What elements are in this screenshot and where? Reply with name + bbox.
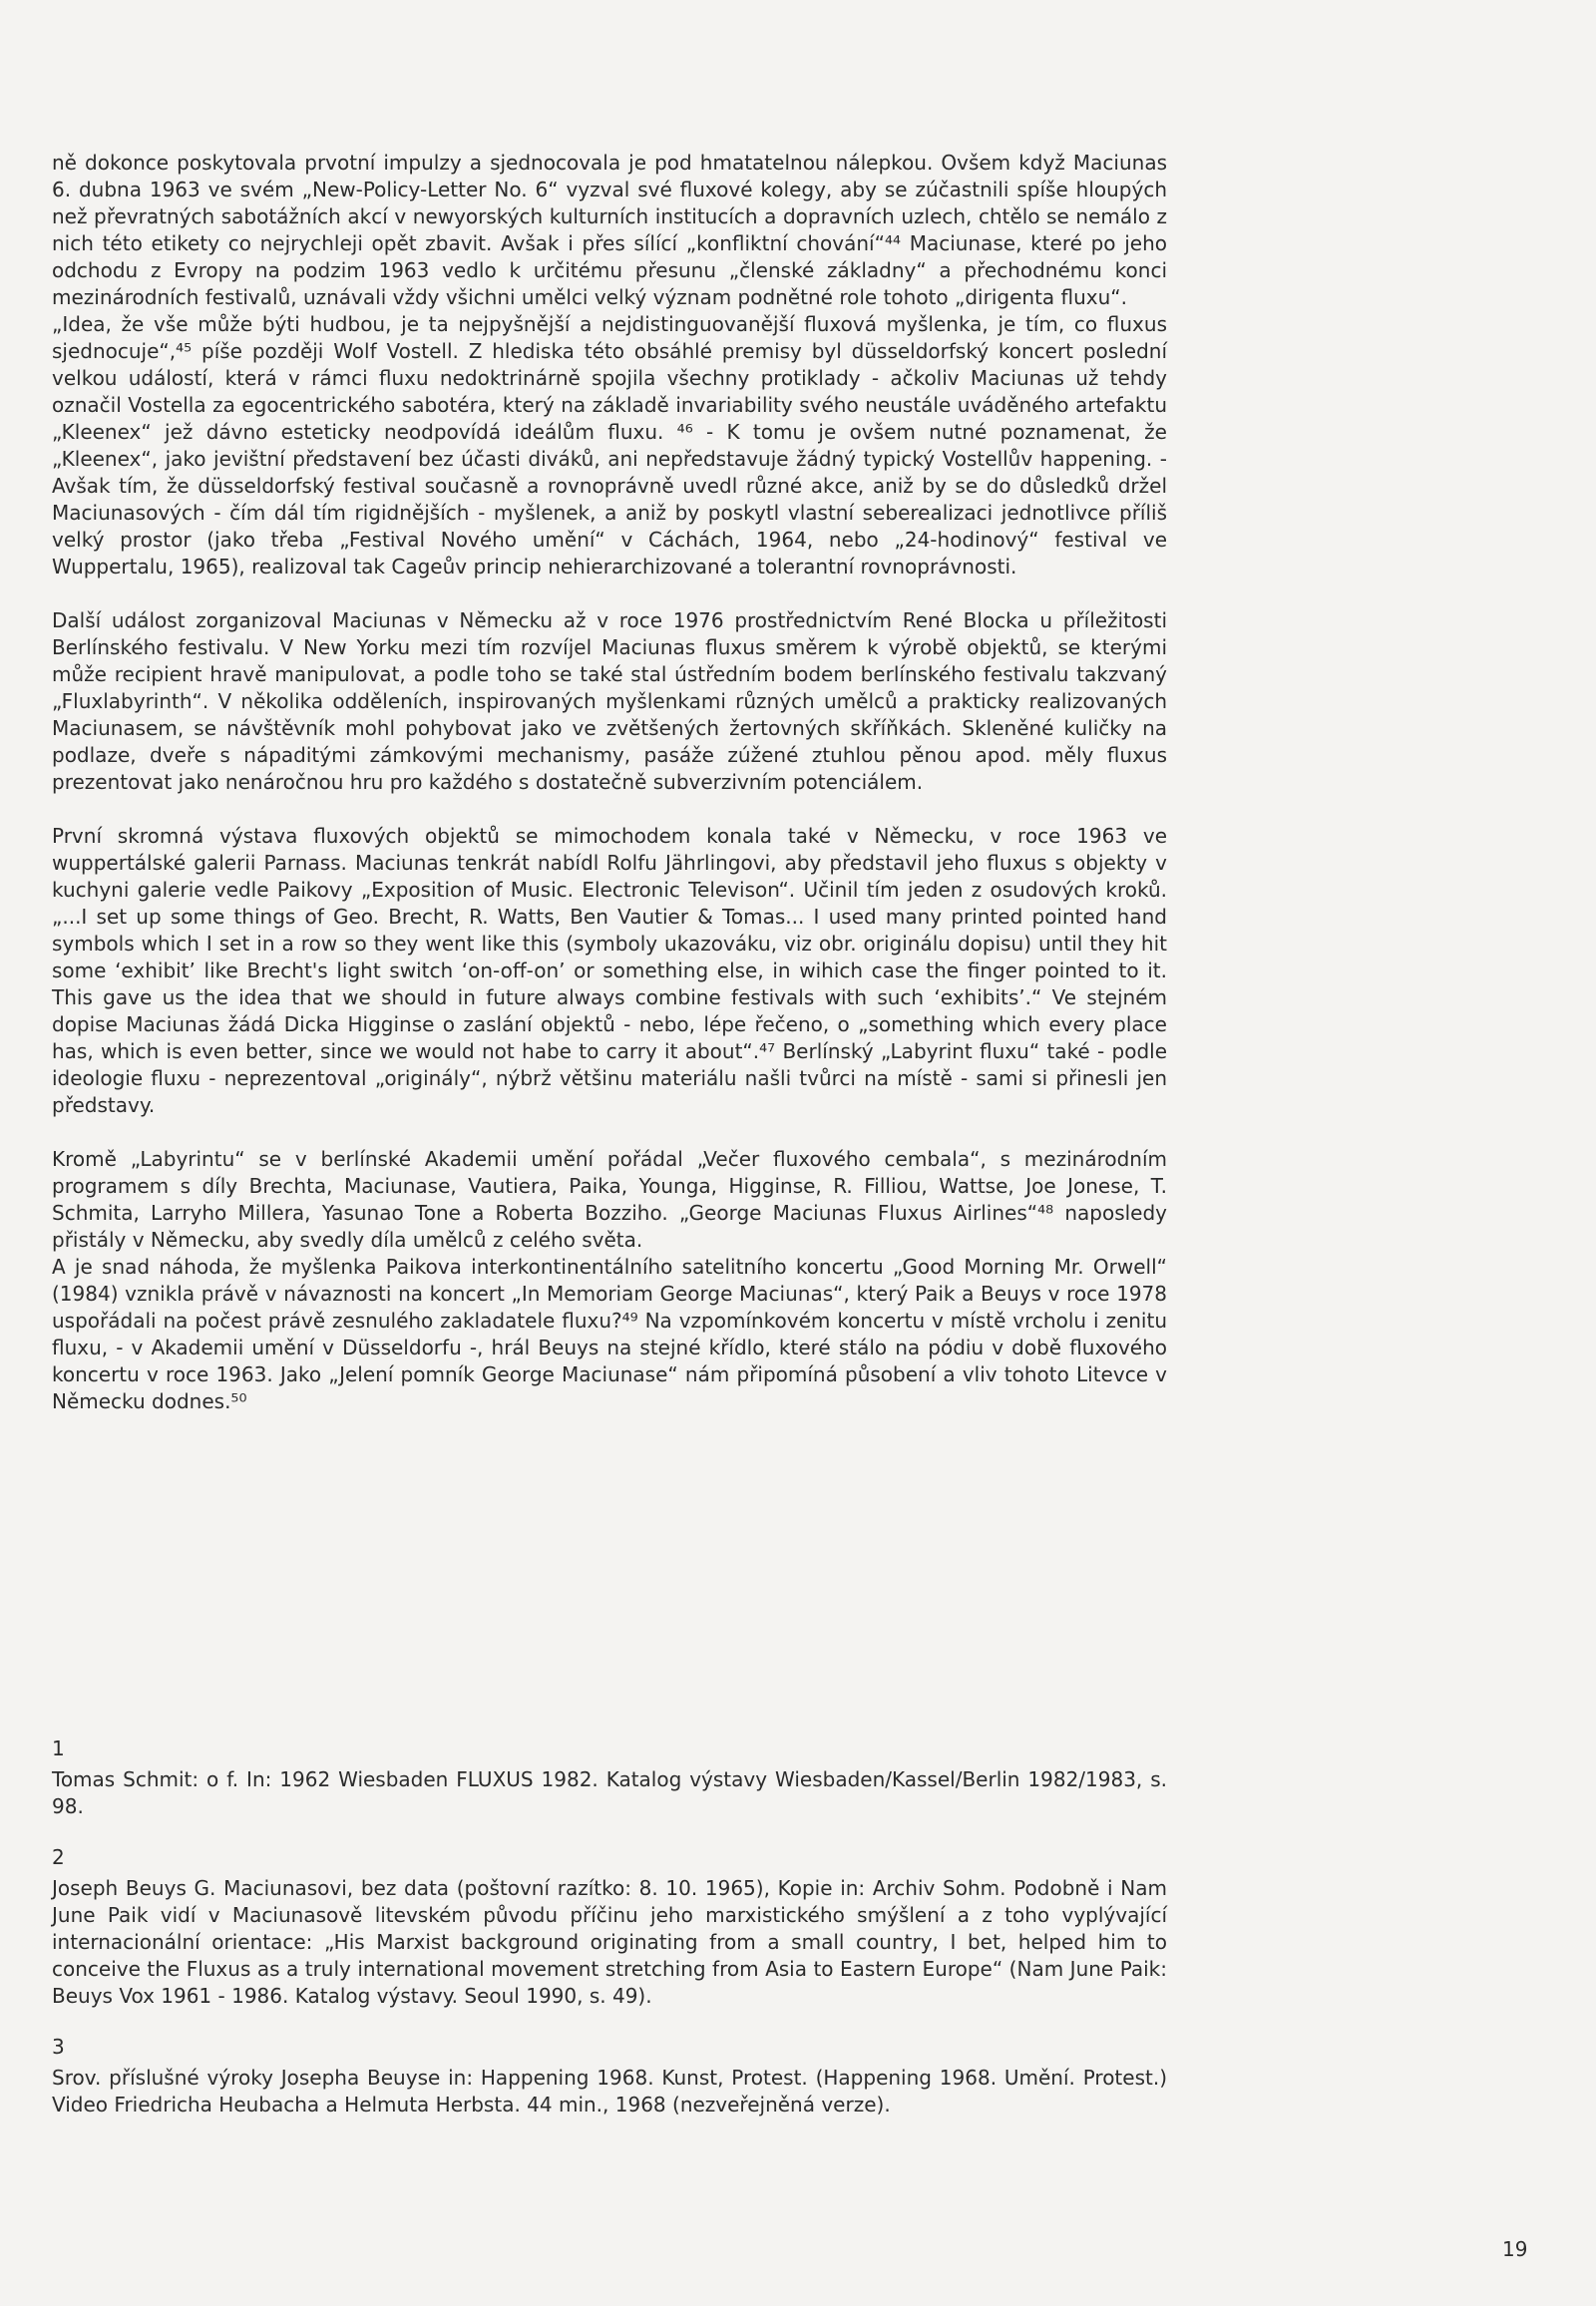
page-number: 19 xyxy=(1502,2237,1528,2261)
footnote-number: 2 xyxy=(52,1845,65,1869)
footnote-number: 1 xyxy=(52,1736,65,1760)
footnote-text: Srov. příslušné výroky Josepha Beuyse in: Happening 1968. Kunst, Protest. (Happening 1968. Umění. Protest.) Video Friedricha Heubacha a Helmuta Herbsta. 44 min., 1968 (nezveřejněná verze). xyxy=(52,2066,1167,2116)
footnote-text: Tomas Schmit: o f. In: 1962 Wiesbaden FLUXUS 1982. Katalog výstavy Wiesbaden/Kassel/Berlin 1982/1983, s. 98. xyxy=(52,1767,1167,1818)
paragraph: ně dokonce poskytovala prvotní impulzy a sjednocovala je pod hmatatelnou nálepkou. Ovšem když Maciunas 6. dubna 1963 ve svém „New-Policy-Letter No. 6“ vyzval své fluxové kolegy, aby se zúčastnili spíše hloupých než převratných sabotážních akcí v newyorských kulturních institucích a dopravních uzlech, chtělo se nemálo z nich této etikety co nejrychleji opět zbavit. Avšak i přes sílící „konfliktní chování“⁴⁴ Maciunase, které po jeho odchodu z Evropy na podzim 1963 vedlo k určitému přesunu „členské základny“ a přechodnému konci mezinárodních festivalů, uznávali vždy všichni umělci velký význam podnětné role tohoto „dirigenta fluxu“. xyxy=(52,151,1167,309)
footnote-text: Joseph Beuys G. Maciunasovi, bez data (poštovní razítko: 8. 10. 1965), Kopie in: Archiv Sohm. Podobně i Nam June Paik vidí v Maciunasově litevském původu příčinu jeho marxistického smýšlení a z toho vyplývající internacionální orientace: „His Marxist background originating from a small country, I bet, helped him to conceive the Fluxus as a truly international movement stretching from Asia to Eastern Europe“ (Nam June Paik: Beuys Vox 1961 - 1986. Katalog výstavy. Seoul 1990, s. 49). xyxy=(52,1876,1167,2008)
footnote xyxy=(52,1735,1167,1820)
paragraph: Další událost zorganizoval Maciunas v Německu až v roce 1976 prostřednictvím René Blocka u příležitosti Berlínského festivalu. V New Yorku mezi tím rozvíjel Maciunas fluxus směrem k výrobě objektů, se kterými může recipient hravě manipulovat, a podle toho se také stal ústředním bodem berlínského festivalu takzvaný „Fluxlabyrinth“. V několika odděleních, inspirovaných myšlenkami různých umělců a prakticky realizovaných Maciunasem, se návštěvník mohl pohybovat jako ve zvětšených žertovných skříňkách. Skleněné kuličky na podlaze, dveře s nápaditými zámkovými mechanismy, pasáže zúžené ztuhlou pěnou apod. měly fluxus prezentovat jako nenáročnou hru pro každého s dostatečně subverzivním potenciálem. xyxy=(52,608,1167,794)
body-text xyxy=(52,150,1167,1415)
paragraph: Kromě „Labyrintu“ se v berlínské Akademii umění pořádal „Večer fluxového cembala“, s mezinárodním programem s díly Brechta, Maciunase, Vautiera, Paika, Younga, Higginse, R. Filliou, Wattse, Joe Jonese, T. Schmita, Larryho Millera, Yasunao Tone a Roberta Bozziho. „George Maciunas Fluxus Airlines“⁴⁸ naposledy přistály v Německu, aby svedly díla umělců z celého světa. xyxy=(52,1147,1167,1252)
footnote xyxy=(52,1844,1167,2010)
footnotes xyxy=(52,1735,1167,2142)
paragraph: První skromná výstava fluxových objektů se mimochodem konala také v Německu, v roce 1963 ve wuppertálské galerii Parnass. Maciunas tenkrát nabídl Rolfu Jährlingovi, aby představil jeho fluxus s objekty v kuchyni galerie vedle Paikovy „Exposition of Music. Electronic Televison“. Učinil tím jeden z osudových kroků. „...I set up some things of Geo. Brecht, R. Watts, Ben Vautier & Tomas... I used many printed pointed hand symbols which I set in a row so they went like this (symboly ukazováku, viz obr. originálu dopisu) until they hit some ‘exhibit’ like Brecht's light switch ‘on-off-on’ or something else, in wihich case the finger pointed to it. This gave us the idea that we should in future always combine festivals with such ‘exhibits’.“ Ve stejném dopise Maciunas žádá Dicka Higginse o zaslání objektů - nebo, lépe řečeno, o „something which every place has, which is even better, since we would not habe to carry it about“.⁴⁷ Berlínský „Labyrint fluxu“ také - podle ideologie fluxu - neprezentoval „originály“, nýbrž většinu materiálu našli tvůrci na místě - sami si přinesli jen představy. xyxy=(52,824,1167,1117)
paragraph: „Idea, že vše může býti hudbou, je ta nejpyšnější a nejdistinguovanější fluxová myšlenka, je tím, co fluxus sjednocuje“,⁴⁵ píše později Wolf Vostell. Z hlediska této obsáhlé premisy byl düsseldorfský koncert poslední velkou událostí, která v rámci fluxu nedoktrinárně spojila všechny protiklady - ačkoliv Maciunas už tehdy označil Vostella za egocentrického sabotéra, který na základě invariability svého neustále uváděného artefaktu „Kleenex“ jež dávno esteticky neodpovídá ideálům fluxu. ⁴⁶ - K tomu je ovšem nutné poznamenat, že „Kleenex“, jako jevištní představení bez účasti diváků, ani nepředstavuje žádný typický Vostellův happening. - Avšak tím, že düsseldorfský festival současně a rovnoprávně uvedl různé akce, aniž by se do důsledků držel Maciunasových - čím dál tím rigidnějších - myšlenek, a aniž by poskytl vlastní seberealizaci jednotlivce příliš velký prostor (jako třeba „Festival Nového umění“ v Cáchách, 1964, nebo „24-hodinový“ festival ve Wuppertalu, 1965), realizoval tak Cageův princip nehierarchizované a tolerantní rovnoprávnosti. xyxy=(52,312,1167,578)
footnote-number: 3 xyxy=(52,2035,65,2059)
footnote xyxy=(52,2034,1167,2118)
paragraph: A je snad náhoda, že myšlenka Paikova interkontinentálního satelitního koncertu „Good Morning Mr. Orwell“ (1984) vznikla právě v návaznosti na koncert „In Memoriam George Maciunas“, který Paik a Beuys v roce 1978 uspořádali na počest právě zesnulého zakladatele fluxu?⁴⁹ Na vzpomínkovém koncertu v místě vrcholu i zenitu fluxu, - v Akademii umění v Düsseldorfu -, hrál Beuys na stejné křídlo, které stálo na pódiu v době fluxového koncertu v roce 1963. Jako „Jelení pomník George Maciunase“ nám připomíná působení a vliv tohoto Litevce v Německu dodnes.⁵⁰ xyxy=(52,1255,1167,1413)
